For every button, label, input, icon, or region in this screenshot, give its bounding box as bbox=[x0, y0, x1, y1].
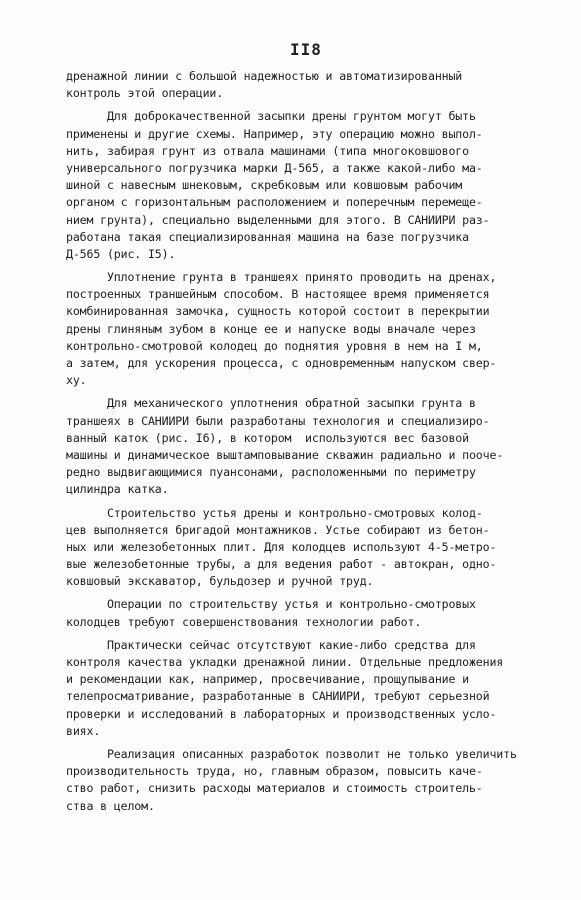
text-line: комбинированная замочка, сущность которой состоит в перекрытии bbox=[66, 304, 490, 319]
text-line: Для механического уплотнения обратной засыпки грунта в bbox=[66, 396, 476, 411]
text-line: вые железобетонные трубы, а для ведения работ - автокран, одно- bbox=[66, 557, 497, 572]
paragraph bbox=[66, 108, 536, 263]
text-line: машины и динамическое выштамповывание скважин радиально и пооче- bbox=[66, 447, 504, 462]
text-line: работана такая специализированная машина на базе погрузчика bbox=[66, 229, 469, 244]
text-line: виях. bbox=[66, 723, 101, 738]
text-line: цилиндра катка. bbox=[66, 482, 169, 497]
text-line: универсального погрузчика марки Д-565, а также какой-либо ма- bbox=[66, 160, 483, 175]
paragraph bbox=[66, 68, 536, 102]
text-line: и рекомендации как, например, просвечивание, прощупывание и bbox=[66, 672, 469, 687]
text-line: Д-565 (рис. I5). bbox=[66, 246, 176, 261]
text-line: Операции по строительству устья и контрольно-смотровых bbox=[66, 597, 476, 612]
text-line: дренажной линии с большой надежностью и автоматизированный bbox=[66, 69, 463, 83]
paragraph bbox=[66, 395, 536, 498]
text-line: ванный каток (рис. I6), в котором используются вес базовой bbox=[66, 430, 469, 445]
page-number: II8 bbox=[290, 40, 322, 59]
paragraph bbox=[66, 746, 536, 815]
text-line: ство работ, снизить расходы материалов и стоимость строитель- bbox=[66, 781, 483, 796]
text-line: Уплотнение грунта в траншеях принято проводить на дренах, bbox=[66, 270, 497, 285]
text-line: телепросматривание, разработанные в САНИИРИ, требуют серьезной bbox=[66, 689, 490, 704]
text-line: траншеях в САНИИРИ были разработаны технология и специализиро- bbox=[66, 413, 490, 428]
text-line: редно выдвигающимися пуансонами, расположенными по периметру bbox=[66, 465, 476, 480]
paragraph bbox=[66, 596, 536, 630]
text-line: проверки и исследований в лабораторных и производственных усло- bbox=[66, 706, 497, 721]
paragraph bbox=[66, 269, 536, 389]
text-line: дрены глиняным зубом в конце ее и напуске воды вначале через bbox=[66, 321, 476, 336]
text-line: построенных траншейным способом. В настоящее время применяется bbox=[66, 287, 490, 302]
text-line: нием грунта), специально выделенными для этого. В САНИИРИ раз- bbox=[66, 212, 490, 227]
text-line: контрольно-смотровой колодец до поднятия уровня в нем на I м, bbox=[66, 338, 483, 353]
text-line: а затем, для ускорения процесса, с одновременным напуском свер- bbox=[66, 356, 497, 370]
document-body bbox=[66, 68, 536, 815]
text-line: ковшовый экскаватор, бульдозер и ручной труд. bbox=[66, 574, 374, 589]
text-line: нить, забирая грунт из отвала машинами (типа многоковшового bbox=[66, 143, 469, 158]
text-line: контроля качества укладки дренажной линии. Отдельные предложения bbox=[66, 655, 504, 669]
text-line: ху. bbox=[66, 373, 87, 388]
text-line: контроль этой операции. bbox=[66, 86, 224, 101]
text-line: органом с горизонтальным расположением и поперечным перемеще- bbox=[66, 195, 483, 210]
text-line: ства в целом. bbox=[66, 798, 155, 813]
text-line: применены и другие схемы. Например, эту операцию можно выпол- bbox=[66, 126, 483, 141]
text-line: Практически сейчас отсутствуют какие-либо средства для bbox=[66, 637, 476, 652]
text-line: ных или железобетонных плит. Для колодцев используют 4-5-метро- bbox=[66, 539, 497, 554]
text-line: Для доброкачественной засыпки дрены грунтом могут быть bbox=[66, 109, 476, 124]
text-line: Строительство устья дрены и контрольно-смотровых колод- bbox=[66, 505, 483, 520]
paragraph bbox=[66, 505, 536, 591]
text-line: Реализация описанных разработок позволит не только увеличить bbox=[66, 746, 517, 761]
text-line: производительность труда, но, главным образом, повысить каче- bbox=[66, 764, 483, 779]
paragraph bbox=[66, 637, 536, 740]
text-line: шиной с навесным шнековым, скребковым или ковшовым рабочим bbox=[66, 178, 463, 193]
text-line: колодцев требуют совершенствования технологии работ. bbox=[66, 614, 422, 629]
text-line: цев выполняется бригадой монтажников. Устье собирают из бетон- bbox=[66, 522, 490, 537]
